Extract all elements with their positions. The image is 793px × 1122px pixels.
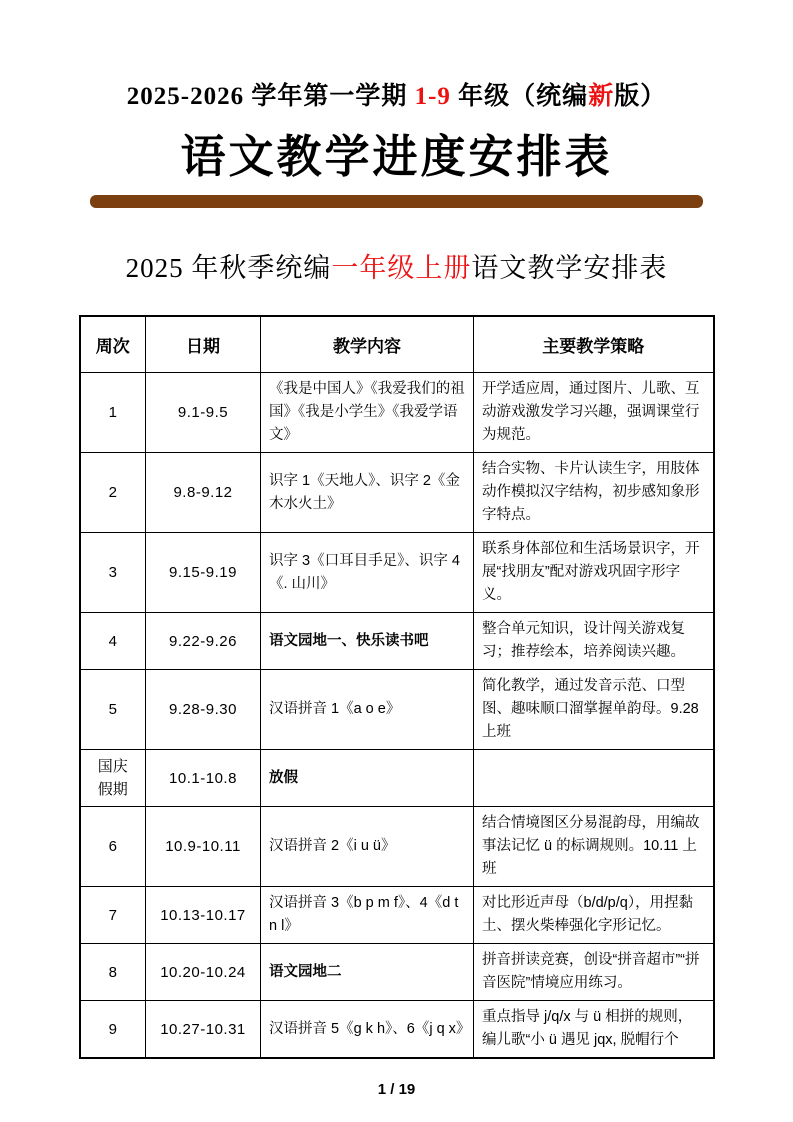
title-underline-bar xyxy=(90,195,703,208)
date-cell: 9.15-9.19 xyxy=(146,533,261,613)
content-cell: 识字 3《口耳目手足》、识字 4《. 山川》 xyxy=(261,533,474,613)
subtitle-grade-volume: 一年级上册 xyxy=(331,253,472,283)
date-cell: 9.8-9.12 xyxy=(146,453,261,533)
strategy-cell: 拼音拼读竞赛，创设“拼音超市”“拼音医院”情境应用练习。 xyxy=(474,944,714,1001)
table-row xyxy=(80,613,714,670)
date-cell: 10.13-10.17 xyxy=(146,887,261,944)
table-row xyxy=(80,887,714,944)
page-title: 语文教学进度安排表 xyxy=(180,131,613,182)
table-row xyxy=(80,453,714,533)
strategy-cell xyxy=(474,750,714,807)
content-cell: 语文园地一、快乐读书吧 xyxy=(261,613,474,670)
header-new-edition: 新 xyxy=(588,83,615,110)
document-header xyxy=(0,76,793,112)
strategy-cell: 结合情境图区分易混韵母，用编故事法记忆 ü 的标调规则。10.11 上班 xyxy=(474,807,714,887)
week-cell: 8 xyxy=(80,944,146,1001)
strategy-cell: 简化教学，通过发音示范、口型图、趣味顺口溜掌握单韵母。9.28 上班 xyxy=(474,670,714,750)
strategy-cell: 对比形近声母（b/d/p/q），用捏黏土、摆火柴棒强化字形记忆。 xyxy=(474,887,714,944)
column-header-content: 教学内容 xyxy=(261,316,474,373)
table-row xyxy=(80,750,714,807)
content-cell: 语文园地二 xyxy=(261,944,474,1001)
date-cell: 9.28-9.30 xyxy=(146,670,261,750)
subtitle-part2: 语文教学安排表 xyxy=(471,253,668,283)
date-cell: 10.27-10.31 xyxy=(146,1001,261,1059)
column-header-strategy: 主要教学策略 xyxy=(474,316,714,373)
table-row xyxy=(80,670,714,750)
content-cell: 汉语拼音 3《b p m f》、4《d t n l》 xyxy=(261,887,474,944)
content-cell: 《我是中国人》《我爱我们的祖国》《我是小学生》《我爱学语文》 xyxy=(261,373,474,453)
date-cell: 10.9-10.11 xyxy=(146,807,261,887)
week-cell: 4 xyxy=(80,613,146,670)
week-cell: 6 xyxy=(80,807,146,887)
week-cell: 7 xyxy=(80,887,146,944)
content-cell: 放假 xyxy=(261,750,474,807)
date-cell: 9.1-9.5 xyxy=(146,373,261,453)
table-row xyxy=(80,944,714,1001)
schedule-table xyxy=(79,315,715,1059)
strategy-cell: 联系身体部位和生活场景识字，开展“找朋友”配对游戏巩固字形字义。 xyxy=(474,533,714,613)
week-cell: 2 xyxy=(80,453,146,533)
week-cell: 5 xyxy=(80,670,146,750)
date-cell: 10.20-10.24 xyxy=(146,944,261,1001)
week-cell: 国庆假期 xyxy=(80,750,146,807)
page-number: 1 / 19 xyxy=(377,1081,416,1098)
date-cell: 9.22-9.26 xyxy=(146,613,261,670)
subtitle-part1: 2025 年秋季统编 xyxy=(125,253,332,283)
table-row xyxy=(80,373,714,453)
strategy-cell: 重点指导 j/q/x 与 ü 相拼的规则，编儿歌“小 ü 遇见 jqx, 脱帽行个 xyxy=(474,1001,714,1059)
strategy-cell: 开学适应周，通过图片、儿歌、互动游戏激发学习兴趣，强调课堂行为规范。 xyxy=(474,373,714,453)
schedule-table-body xyxy=(80,373,714,1059)
content-cell: 汉语拼音 1《a o e》 xyxy=(261,670,474,750)
content-cell: 汉语拼音 2《i u ü》 xyxy=(261,807,474,887)
week-cell: 1 xyxy=(80,373,146,453)
strategy-cell: 整合单元知识，设计闯关游戏复习；推荐绘本，培养阅读兴趣。 xyxy=(474,613,714,670)
date-cell: 10.1-10.8 xyxy=(146,750,261,807)
header-text-part2: 年级（统编 xyxy=(450,83,589,110)
table-row xyxy=(80,807,714,887)
table-row xyxy=(80,1001,714,1059)
week-cell: 3 xyxy=(80,533,146,613)
week-cell: 9 xyxy=(80,1001,146,1059)
content-cell: 识字 1《天地人》、识字 2《金木水火土》 xyxy=(261,453,474,533)
schedule-table-header xyxy=(80,316,714,373)
header-text-part1: 2025-2026 学年第一学期 xyxy=(126,83,415,110)
header-text-part3: 版） xyxy=(614,83,667,110)
table-row xyxy=(80,533,714,613)
strategy-cell: 结合实物、卡片认读生字，用肢体动作模拟汉字结构，初步感知象形字特点。 xyxy=(474,453,714,533)
header-row xyxy=(80,316,714,373)
header-grade-range: 1-9 xyxy=(414,83,451,110)
section-subtitle xyxy=(0,246,793,285)
column-header-date: 日期 xyxy=(146,316,261,373)
column-header-week: 周次 xyxy=(80,316,146,373)
content-cell: 汉语拼音 5《g k h》、6《j q x》 xyxy=(261,1001,474,1059)
